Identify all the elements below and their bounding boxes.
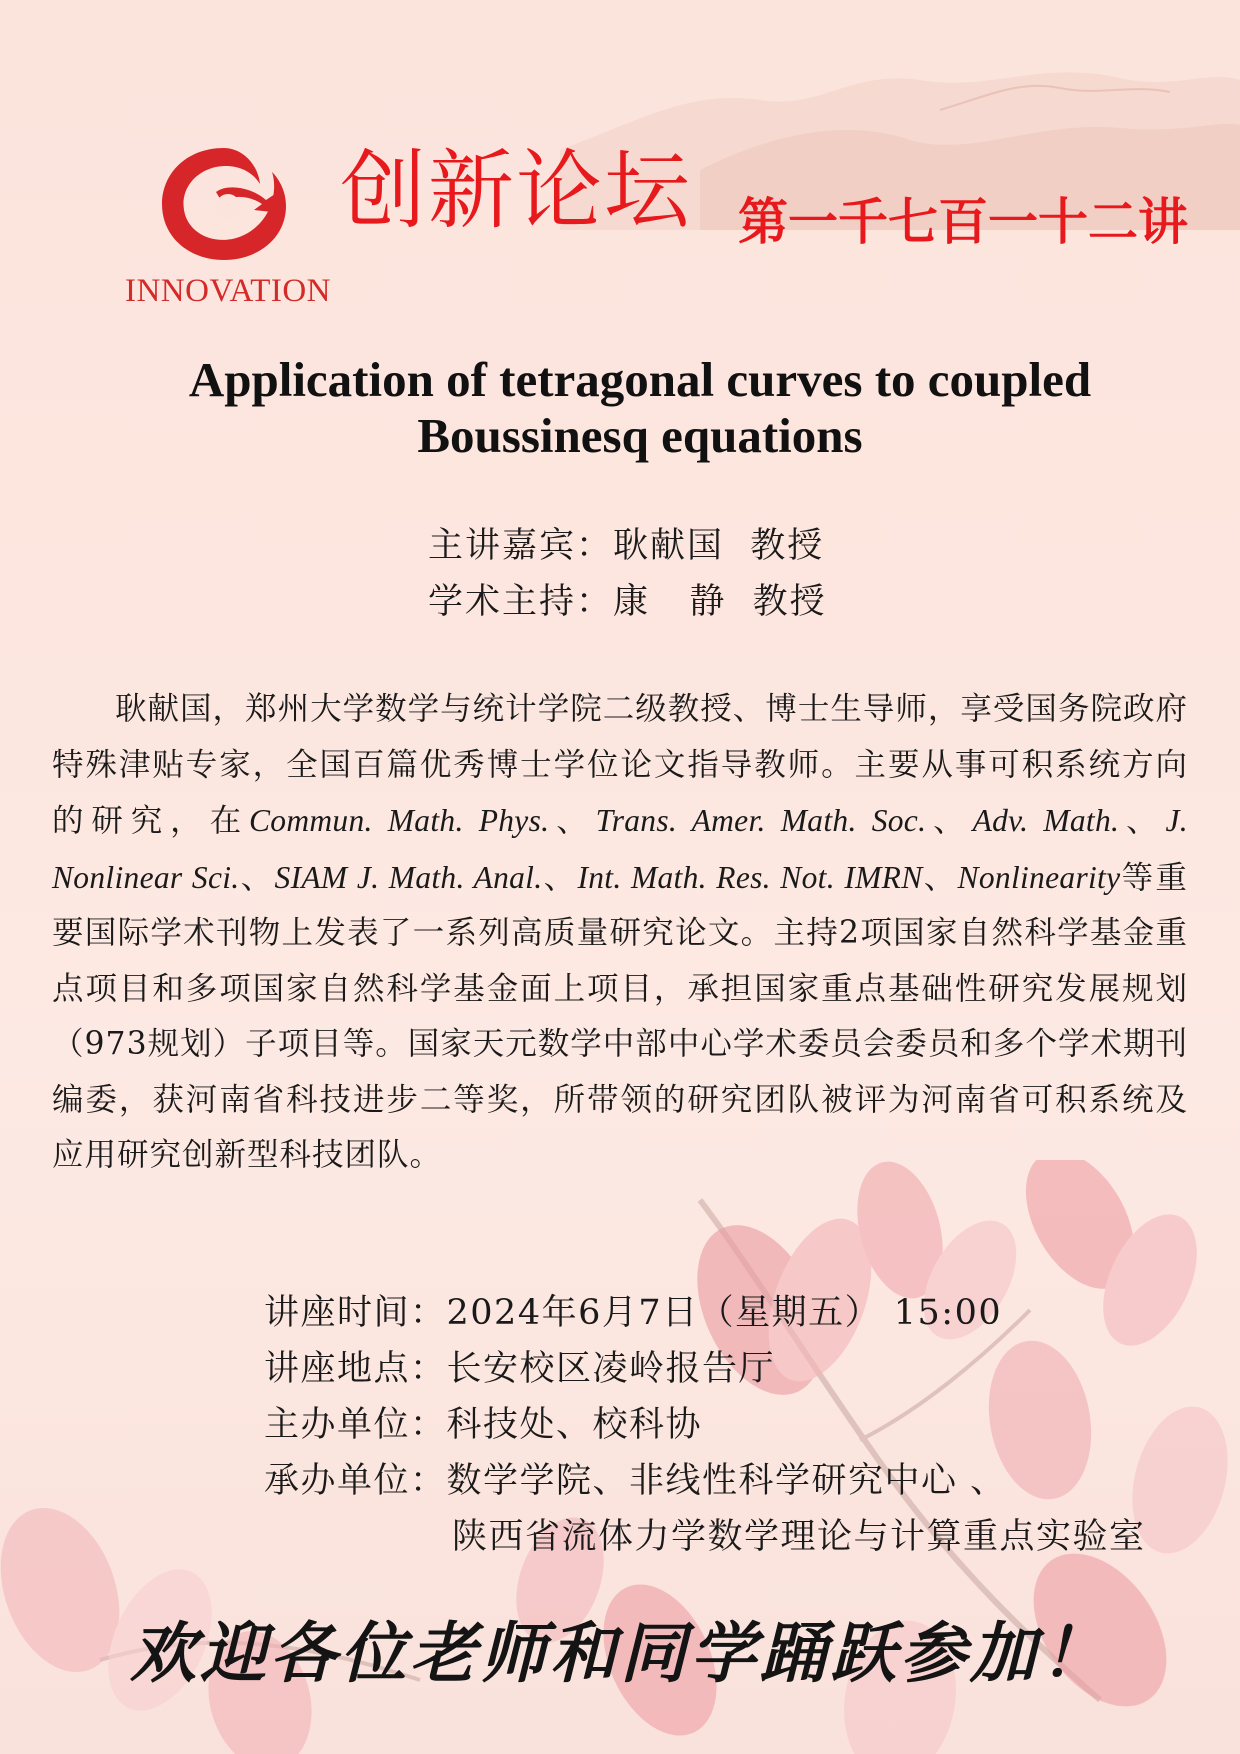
speaker-bio	[52, 682, 1188, 1184]
sponsor-value: 科技处、校科协	[446, 1405, 703, 1445]
journal-name: Int. Math. Res. Not. IMRN	[577, 859, 923, 895]
journal-name: SIAM J. Math. Anal.	[274, 859, 543, 895]
talk-title-line-2: Boussinesq equations	[417, 408, 863, 463]
journal-name: Trans. Amer. Math. Soc.	[595, 803, 927, 838]
lecture-number: 第一千七百一十二讲	[738, 193, 1188, 251]
bio-separator: 、	[1119, 803, 1166, 839]
welcome-slogan: 欢迎各位老师和同学踊跃参加！	[130, 1614, 1110, 1692]
bio-text-1: 耿献国，郑州大学数学与统计学院二级教授、博士生导师，享受国务院政府特殊津贴专家，全国百篇优秀博士学位论文指导教师。主要从事可积系统方向的研究，在	[52, 691, 1188, 839]
place-row	[264, 1341, 1146, 1397]
bio-separator: 、	[542, 859, 578, 896]
time-label: 讲座时间：	[264, 1293, 447, 1333]
innovation-swirl-icon	[154, 140, 294, 265]
talk-title-line-1: Application of tetragonal curves to coupled	[188, 352, 1092, 407]
place-value: 长安校区凌岭报告厅	[446, 1349, 776, 1389]
host-label: 学术主持：	[428, 582, 614, 622]
place-label: 讲座地点：	[264, 1349, 447, 1389]
journal-name: J. Nonlinear Sci.	[52, 803, 1188, 895]
bio-separator: 、	[239, 859, 275, 896]
speaker-row	[428, 518, 827, 574]
bio-text-2: 等重要国际学术刊物上发表了一系列高质量研究论文。主持2项国家自然科学基金重点项目和多项国家自然科学基金面上项目，承担国家重点基础性研究发展规划（973规划）子项目等。国家天元数学中部中心学术委员会委员和多个学术期刊编委，获河南省科技进步二等奖，所带领的研究团队被评为河南省可积系统及应用研究创新型科技团队。	[52, 859, 1188, 1173]
organizer-value-2: 陕西省流体力学数学理论与计算重点实验室	[452, 1517, 1146, 1557]
logo-text: INNOVATION	[124, 273, 332, 309]
speaker-label: 主讲嘉宾：	[428, 526, 614, 566]
bio-separator: 、	[922, 859, 958, 896]
bio-separator: 、	[549, 803, 596, 839]
journal-name: Commun. Math. Phys.	[248, 803, 550, 838]
sponsor-label: 主办单位：	[264, 1405, 447, 1445]
sponsor-row	[264, 1397, 1146, 1453]
time-row	[264, 1285, 1146, 1341]
organizer-value-1: 数学学院、非线性科学研究中心 、	[446, 1461, 1007, 1501]
people-block	[428, 518, 827, 630]
organizer-row	[264, 1453, 1146, 1509]
talk-title	[100, 352, 1180, 464]
time-value: 2024年6月7日（星期五） 15:00	[446, 1293, 1003, 1333]
journal-name: Nonlinearity	[957, 859, 1121, 895]
host-row	[428, 574, 827, 630]
forum-title: 创新论坛	[340, 141, 692, 241]
host-name: 康 静 教授	[613, 582, 827, 622]
journal-name: Adv. Math.	[972, 803, 1120, 838]
organizer-label: 承办单位：	[264, 1461, 447, 1501]
lecture-info	[264, 1285, 1146, 1565]
bio-separator: 、	[926, 803, 973, 839]
speaker-name: 耿献国 教授	[613, 526, 825, 566]
innovation-logo	[118, 140, 338, 315]
